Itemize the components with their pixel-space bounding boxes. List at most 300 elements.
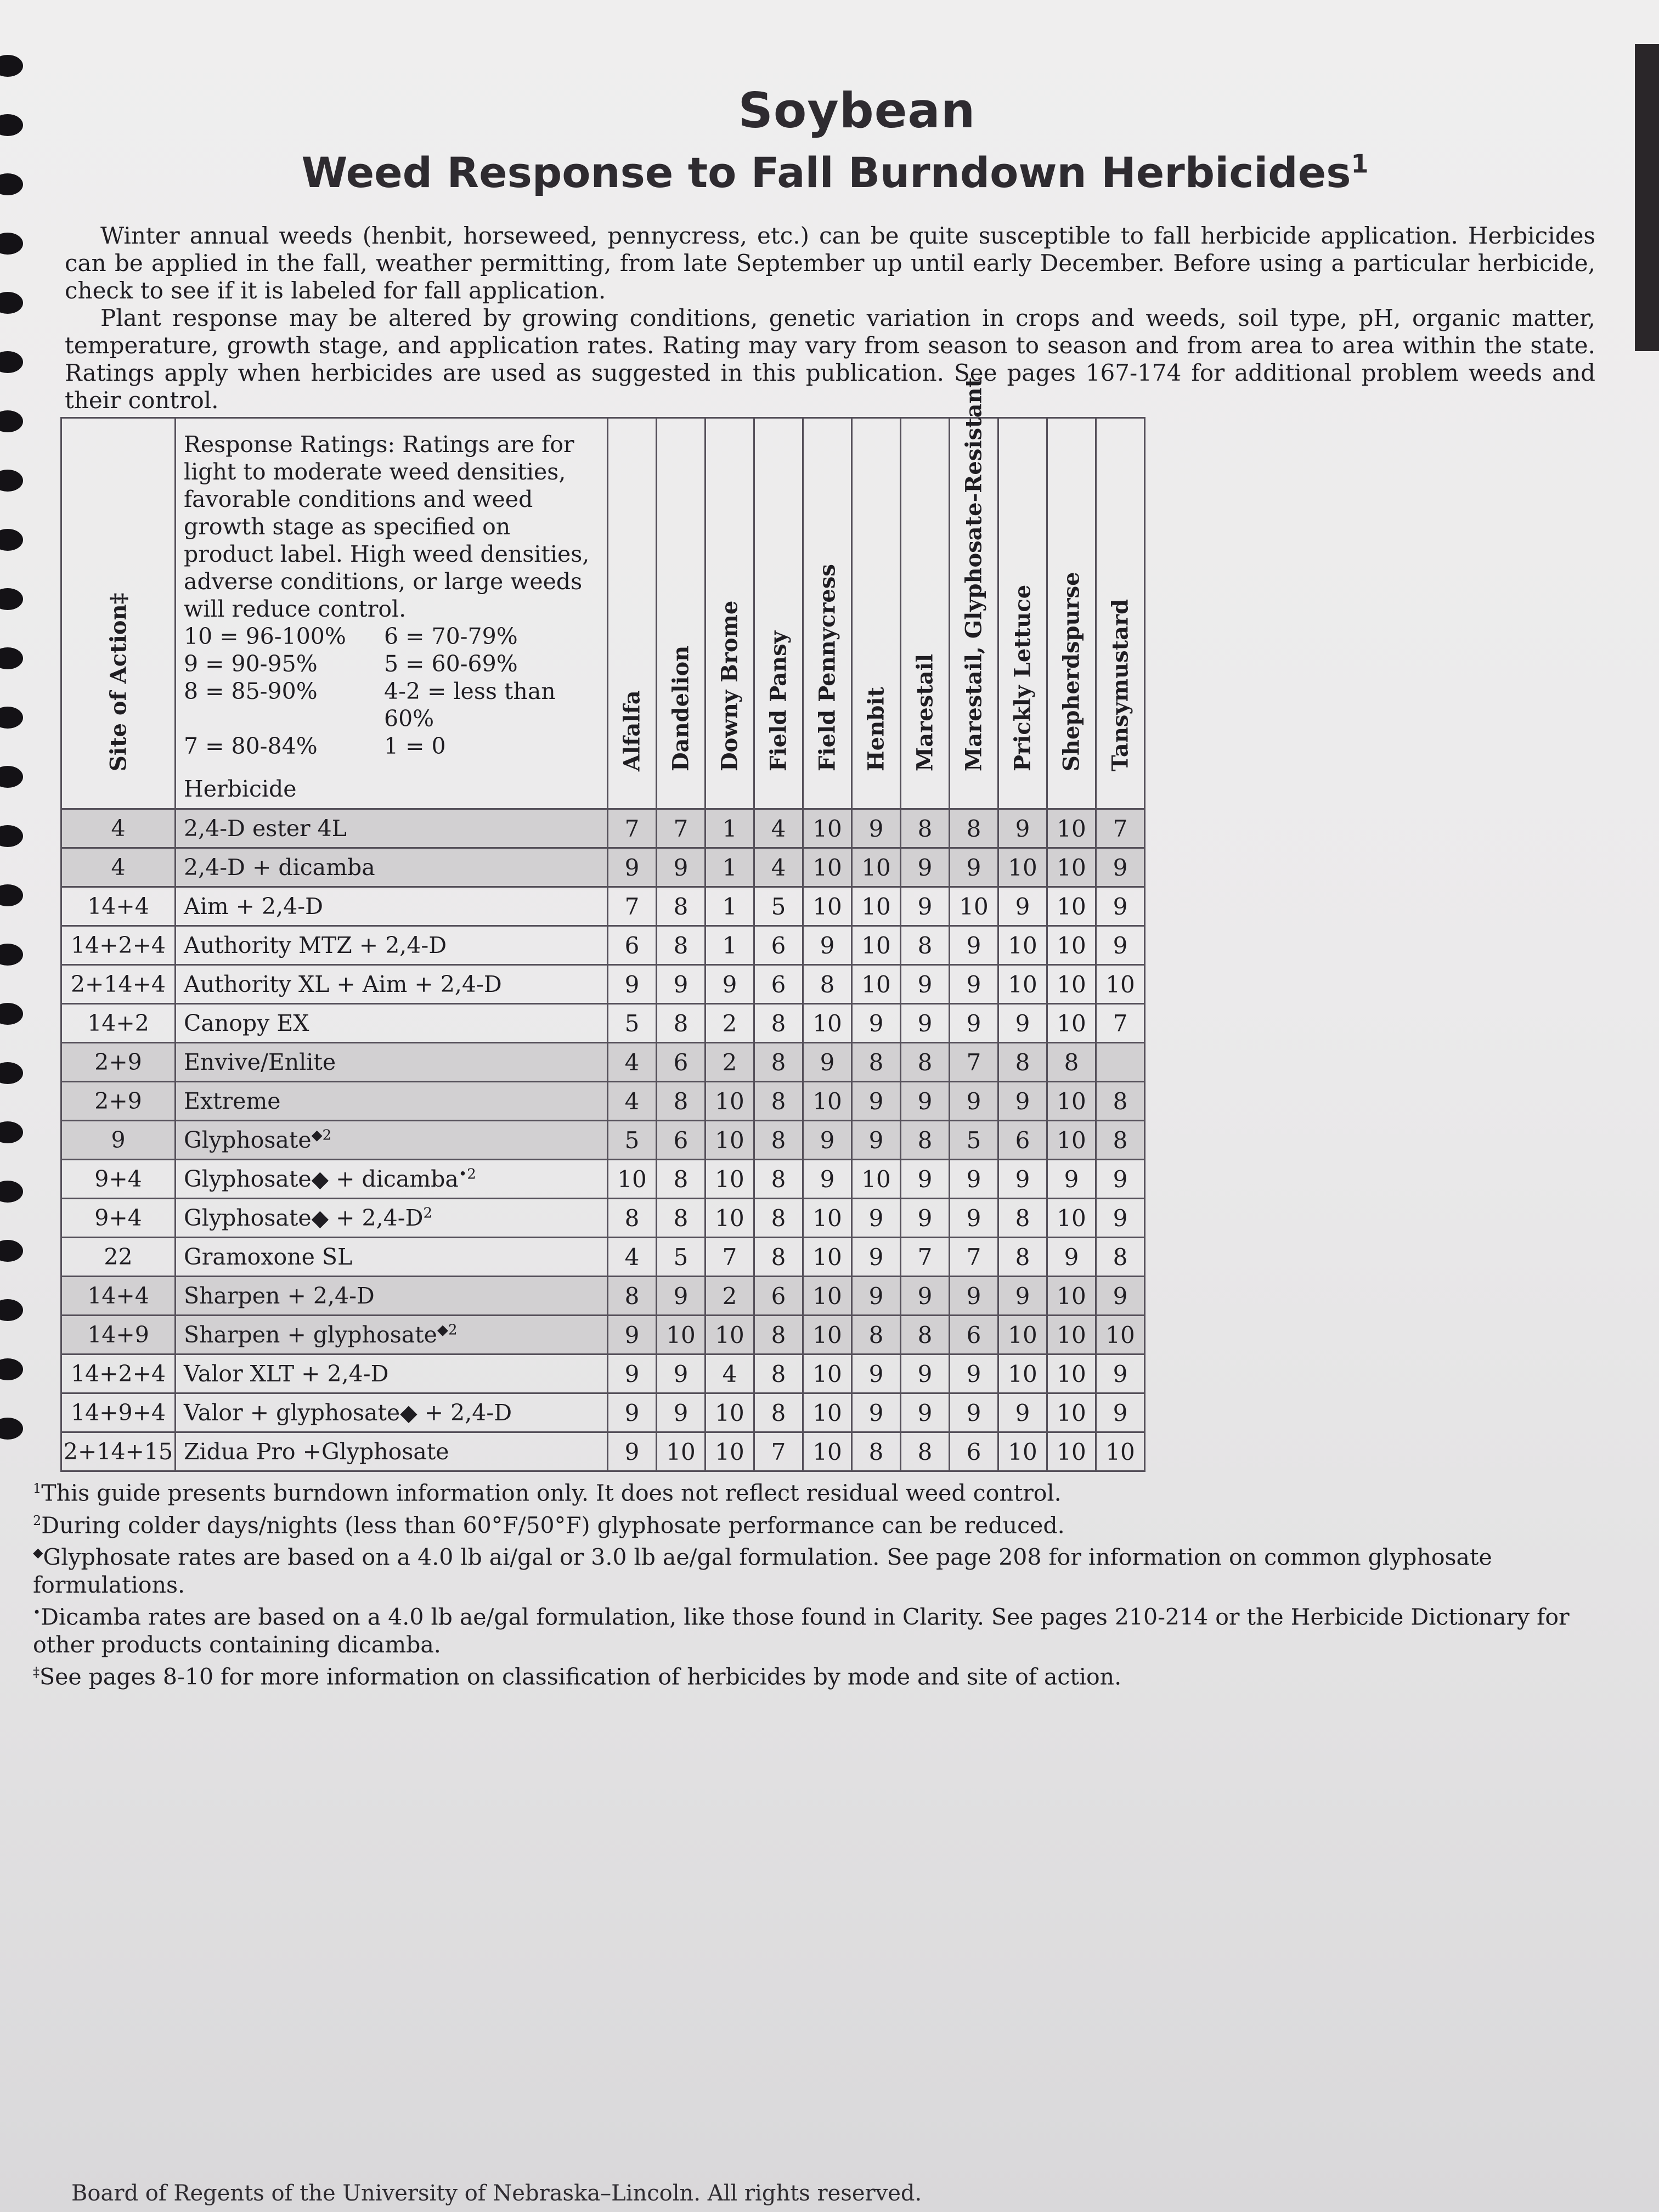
rating-cell: 7 — [1096, 1004, 1145, 1043]
rating-cell: 10 — [657, 1316, 706, 1355]
rating-cell: 5 — [608, 1004, 657, 1043]
rating-cell: 8 — [608, 1277, 657, 1316]
rating-cell: 9 — [657, 965, 706, 1004]
footnote-text: During colder days/nights (less than 60°F/50°F) glyphosate performance can be reduced. — [41, 1512, 1065, 1539]
rating-cell: 8 — [1047, 1043, 1096, 1082]
rating-cell: 6 — [754, 1277, 803, 1316]
site-of-action-cell: 9 — [61, 1121, 176, 1160]
rating-cell: 8 — [998, 1238, 1047, 1277]
rating-cell: 10 — [998, 1432, 1047, 1471]
rating-cell: 7 — [608, 809, 657, 848]
binding-hole — [0, 588, 23, 610]
rating-cell: 9 — [998, 1004, 1047, 1043]
rating-cell: 8 — [1096, 1238, 1145, 1277]
herbicide-cell — [176, 1043, 608, 1082]
rating-cell: 7 — [1096, 809, 1145, 848]
rating-cell: 8 — [754, 1043, 803, 1082]
ratings-legend: 10 = 96-100% 6 = 70-79% 9 = 90-95% 5 = 60-69% 8 = 85-90% 4-2 = less than 60% 7 = 80-84% 1 = 0 — [184, 623, 556, 759]
herbicide-cell — [176, 1004, 608, 1043]
rating-cell: 9 — [901, 848, 950, 887]
rating-cell: 9 — [608, 1355, 657, 1393]
table-row — [61, 1432, 1145, 1471]
rating-cell: 9 — [803, 1121, 852, 1160]
herbicide-cell — [176, 1393, 608, 1432]
rating-cell: 5 — [950, 1121, 998, 1160]
weed-header-downy-brome: Downy Brome — [706, 418, 754, 809]
rating-cell: 9 — [901, 1277, 950, 1316]
rating-cell: 10 — [1096, 1432, 1145, 1471]
rating-cell: 10 — [803, 1393, 852, 1432]
herbicide-name: 2,4-D + dicamba — [184, 854, 375, 881]
herbicide-cell — [176, 1355, 608, 1393]
rating-cell: 10 — [1047, 1316, 1096, 1355]
binding-hole — [0, 1299, 23, 1321]
rating-cell: 10 — [998, 1316, 1047, 1355]
rating-cell: 7 — [901, 1238, 950, 1277]
footnote-text: Glyphosate rates are based on a 4.0 lb ai/gal or 3.0 lb ae/gal formulation. See page 208 for information on common glyphosate formulations. — [33, 1544, 1492, 1598]
rating-cell: 8 — [657, 1160, 706, 1199]
footnote — [33, 1539, 1624, 1599]
rating-cell: 9 — [1096, 1393, 1145, 1432]
rating-cell: 9 — [1096, 1277, 1145, 1316]
rating-cell: 10 — [706, 1316, 754, 1355]
rating-cell: 6 — [657, 1121, 706, 1160]
rating-cell: 10 — [803, 1316, 852, 1355]
site-of-action-cell: 14+2+4 — [61, 1355, 176, 1393]
footnote — [33, 1507, 1624, 1539]
rating-cell: 10 — [852, 1160, 901, 1199]
rating-cell: 9 — [657, 1393, 706, 1432]
rating-cell: 9 — [1096, 1199, 1145, 1238]
rating-cell: 10 — [657, 1432, 706, 1471]
intro-paragraph-2: Plant response may be altered by growing conditions, genetic variation in crops and weeds, soil type, pH, organic matter, temperature, growth stage, and application rates. Rating may vary from season to season and from area to area within the state. Ratings apply when herbicides are used as suggested in this publication. See pages 167-174 for additional problem weeds and their control. — [65, 304, 1595, 414]
intro-text — [65, 222, 1595, 414]
rating-cell: 9 — [950, 1393, 998, 1432]
site-of-action-cell: 14+9 — [61, 1316, 176, 1355]
site-of-action-cell: 2+14+15 — [61, 1432, 176, 1471]
rating-cell: 9 — [1096, 887, 1145, 926]
rating-cell: 4 — [608, 1082, 657, 1121]
rating-cell: 9 — [998, 809, 1047, 848]
rating-cell: 10 — [803, 1199, 852, 1238]
intro-paragraph-1: Winter annual weeds (henbit, horseweed, pennycress, etc.) can be quite susceptible to fall herbicide application. Herbicides can be applied in the fall, weather permitting, from late September up until early December. Before using a particular herbicide, check to see if it is labeled for fall application. — [65, 222, 1595, 304]
footnote-mark: ◆ — [33, 1545, 43, 1561]
herbicide-name: Gramoxone SL — [184, 1244, 353, 1270]
rating-cell: 8 — [998, 1043, 1047, 1082]
binding-hole — [0, 707, 23, 729]
page-title: Soybean — [738, 82, 976, 139]
binding-hole — [0, 1358, 23, 1380]
footnote-marker: ◆2 — [437, 1322, 458, 1339]
rating-cell: 9 — [901, 1355, 950, 1393]
herbicide-name: Glyphosate◆ + dicamba — [184, 1166, 459, 1192]
footnote-marker: 2 — [423, 1205, 433, 1222]
table-row — [61, 965, 1145, 1004]
rating-cell: 9 — [803, 926, 852, 965]
herbicide-name: Valor XLT + 2,4-D — [184, 1361, 389, 1387]
rating-cell: 10 — [1047, 926, 1096, 965]
rating-cell: 9 — [998, 1393, 1047, 1432]
rating-cell: 9 — [852, 1121, 901, 1160]
binding-hole — [0, 470, 23, 492]
footnote-mark: 2 — [33, 1513, 42, 1528]
weed-header-henbit: Henbit — [852, 418, 901, 809]
site-of-action-cell: 14+2+4 — [61, 926, 176, 965]
herbicide-name: Canopy EX — [184, 1010, 309, 1036]
site-of-action-cell: 14+4 — [61, 1277, 176, 1316]
rating-cell: 8 — [754, 1393, 803, 1432]
rating-cell: 9 — [1096, 926, 1145, 965]
rating-cell: 10 — [1096, 1316, 1145, 1355]
rating-cell: 5 — [608, 1121, 657, 1160]
rating-cell: 1 — [706, 926, 754, 965]
rating-cell: 9 — [608, 848, 657, 887]
rating-cell: 8 — [901, 1043, 950, 1082]
rating-cell: 8 — [901, 1316, 950, 1355]
binding-hole — [0, 292, 23, 314]
binding-hole — [0, 825, 23, 847]
rating-cell: 9 — [852, 1199, 901, 1238]
binding-hole — [0, 529, 23, 551]
weed-header-field-pennycress: Field Pennycress — [803, 418, 852, 809]
binding-hole — [0, 55, 23, 77]
herbicide-cell — [176, 1238, 608, 1277]
rating-cell: 8 — [950, 809, 998, 848]
rating-cell: 10 — [852, 926, 901, 965]
rating-cell: 9 — [950, 1355, 998, 1393]
table-row — [61, 1199, 1145, 1238]
rating-cell: 9 — [608, 1432, 657, 1471]
rating-cell: 9 — [706, 965, 754, 1004]
herbicide-header: Herbicide — [184, 776, 297, 802]
rating-cell: 8 — [852, 1043, 901, 1082]
rating-cell: 9 — [950, 1004, 998, 1043]
table-row — [61, 1238, 1145, 1277]
rating-cell: 1 — [706, 887, 754, 926]
herbicide-name: 2,4-D ester 4L — [184, 815, 347, 842]
site-of-action-cell: 22 — [61, 1238, 176, 1277]
table-row — [61, 1355, 1145, 1393]
rating-cell: 9 — [1096, 848, 1145, 887]
rating-cell: 7 — [657, 809, 706, 848]
rating-cell: 8 — [901, 1121, 950, 1160]
herbicide-cell — [176, 965, 608, 1004]
rating-cell: 9 — [657, 848, 706, 887]
table-row — [61, 1043, 1145, 1082]
footnote — [33, 1599, 1624, 1658]
rating-cell: 9 — [950, 926, 998, 965]
rating-cell: 8 — [852, 1316, 901, 1355]
site-of-action-cell: 14+9+4 — [61, 1393, 176, 1432]
site-of-action-cell: 4 — [61, 809, 176, 848]
site-of-action-cell: 14+2 — [61, 1004, 176, 1043]
rating-cell: 9 — [950, 848, 998, 887]
herbicide-cell — [176, 1160, 608, 1199]
rating-cell: 9 — [852, 809, 901, 848]
footnote-text: See pages 8-10 for more information on classification of herbicides by mode and site of action. — [40, 1663, 1122, 1690]
binding-hole — [0, 766, 23, 788]
rating-cell: 9 — [852, 1277, 901, 1316]
rating-cell: 6 — [657, 1043, 706, 1082]
binding-hole — [0, 1121, 23, 1143]
rating-cell: 8 — [754, 1082, 803, 1121]
rating-cell: 8 — [657, 926, 706, 965]
rating-cell: 10 — [1096, 965, 1145, 1004]
herbicide-cell — [176, 1432, 608, 1471]
binding-hole — [0, 1003, 23, 1025]
rating-cell: 10 — [1047, 809, 1096, 848]
rating-cell: 9 — [657, 1277, 706, 1316]
herbicide-cell — [176, 1316, 608, 1355]
herbicide-name: Sharpen + glyphosate — [184, 1322, 437, 1348]
rating-cell: 10 — [852, 887, 901, 926]
site-of-action-cell: 9+4 — [61, 1199, 176, 1238]
rating-cell: 10 — [1047, 1277, 1096, 1316]
rating-cell: 9 — [901, 1004, 950, 1043]
rating-cell: 5 — [754, 887, 803, 926]
rating-cell: 9 — [1096, 1160, 1145, 1199]
herbicide-name: Envive/Enlite — [184, 1049, 336, 1075]
herbicide-name: Aim + 2,4-D — [184, 893, 323, 919]
rating-cell: 9 — [852, 1355, 901, 1393]
herbicide-cell — [176, 1121, 608, 1160]
rating-cell: 10 — [852, 848, 901, 887]
rating-cell: 10 — [1047, 1393, 1096, 1432]
rating-cell: 6 — [754, 926, 803, 965]
rating-cell: 4 — [754, 809, 803, 848]
rating-cell: 8 — [608, 1199, 657, 1238]
rating-cell: 8 — [657, 1082, 706, 1121]
rating-cell: 8 — [754, 1160, 803, 1199]
rating-cell: 9 — [1047, 1238, 1096, 1277]
rating-cell: 9 — [803, 1160, 852, 1199]
binding-hole — [0, 1062, 23, 1084]
rating-cell: 9 — [901, 1393, 950, 1432]
binding-hole — [0, 1418, 23, 1440]
rating-cell: 8 — [803, 965, 852, 1004]
rating-cell: 10 — [1047, 1199, 1096, 1238]
rating-cell: 9 — [608, 1393, 657, 1432]
rating-cell: 8 — [657, 887, 706, 926]
rating-cell: 9 — [950, 1199, 998, 1238]
rating-cell: 10 — [803, 1432, 852, 1471]
binding-hole — [0, 351, 23, 373]
footnote — [33, 1658, 1624, 1691]
footnote-text: Dicamba rates are based on a 4.0 lb ae/gal formulation, like those found in Clarity. See pages 210-214 or the Herbicide Dictionary for other products containing dicamba. — [33, 1604, 1570, 1658]
rating-cell: 6 — [950, 1432, 998, 1471]
rating-cell: 10 — [803, 848, 852, 887]
rating-cell: 10 — [1047, 887, 1096, 926]
rating-cell: 5 — [657, 1238, 706, 1277]
herbicide-cell — [176, 1082, 608, 1121]
rating-cell: 10 — [998, 965, 1047, 1004]
table-row — [61, 1121, 1145, 1160]
rating-cell: 10 — [1047, 1082, 1096, 1121]
rating-cell: 2 — [706, 1004, 754, 1043]
rating-cell: 9 — [998, 1160, 1047, 1199]
site-of-action-header: Site of Action‡ — [61, 418, 176, 809]
table-row — [61, 809, 1145, 848]
table-row — [61, 1082, 1145, 1121]
footnote-text: This guide presents burndown information only. It does not reflect residual weed control. — [41, 1480, 1062, 1506]
ratings-table — [60, 377, 1146, 1472]
rating-cell: 9 — [852, 1393, 901, 1432]
site-of-action-cell: 2+9 — [61, 1043, 176, 1082]
footnote-mark: • — [33, 1604, 41, 1620]
herbicide-name: Glyphosate — [184, 1127, 312, 1153]
rating-cell: 8 — [657, 1199, 706, 1238]
rating-cell — [1096, 1043, 1145, 1082]
herbicide-name: Authority MTZ + 2,4-D — [184, 932, 447, 958]
response-ratings-header — [176, 418, 608, 809]
spiral-binding — [0, 55, 33, 1591]
rating-cell: 9 — [608, 965, 657, 1004]
rating-cell: 9 — [852, 1238, 901, 1277]
herbicide-name: Zidua Pro +Glyphosate — [184, 1438, 449, 1465]
rating-cell: 8 — [754, 1316, 803, 1355]
rating-cell: 10 — [803, 1238, 852, 1277]
rating-cell: 2 — [706, 1277, 754, 1316]
rating-cell: 8 — [901, 926, 950, 965]
herbicide-name: Authority XL + Aim + 2,4-D — [184, 971, 502, 997]
rating-cell: 9 — [950, 1277, 998, 1316]
weed-header-shepherdspurse: Shepherdspurse — [1047, 418, 1096, 809]
rating-cell: 9 — [803, 1043, 852, 1082]
rating-cell: 4 — [754, 848, 803, 887]
herbicide-cell — [176, 848, 608, 887]
rating-cell: 8 — [998, 1199, 1047, 1238]
table-row — [61, 1316, 1145, 1355]
table-row — [61, 1393, 1145, 1432]
rating-cell: 10 — [706, 1082, 754, 1121]
rating-cell: 8 — [754, 1121, 803, 1160]
rating-cell: 9 — [901, 887, 950, 926]
rating-cell: 7 — [950, 1238, 998, 1277]
binding-hole — [0, 1181, 23, 1203]
herbicide-name: Sharpen + 2,4-D — [184, 1283, 375, 1309]
herbicide-cell — [176, 1277, 608, 1316]
rating-cell: 10 — [1047, 848, 1096, 887]
herbicide-name: Valor + glyphosate◆ + 2,4-D — [184, 1400, 512, 1426]
footnote — [33, 1475, 1624, 1507]
footnote-marker: ◆2 — [311, 1127, 332, 1144]
site-of-action-cell: 2+14+4 — [61, 965, 176, 1004]
rating-cell: 6 — [754, 965, 803, 1004]
rating-cell: 10 — [803, 1355, 852, 1393]
rating-cell: 8 — [754, 1238, 803, 1277]
weed-header-marestail-glyphosate-resistant: Marestail, Glyphosate-Resistant — [950, 418, 998, 809]
rating-cell: 10 — [998, 926, 1047, 965]
rating-cell: 10 — [803, 887, 852, 926]
rating-cell: 9 — [1047, 1160, 1096, 1199]
rating-cell: 2 — [706, 1043, 754, 1082]
rating-cell: 10 — [1047, 1355, 1096, 1393]
rating-cell: 9 — [657, 1355, 706, 1393]
rating-cell: 9 — [901, 1082, 950, 1121]
herbicide-cell — [176, 1199, 608, 1238]
binding-hole — [0, 410, 23, 432]
herbicide-cell — [176, 887, 608, 926]
page-subtitle: Weed Response to Fall Burndown Herbicides$^1$ — [301, 148, 1369, 197]
rating-cell: 9 — [901, 965, 950, 1004]
weed-header-dandelion: Dandelion — [657, 418, 706, 809]
rating-cell: 4 — [608, 1238, 657, 1277]
rating-cell: 10 — [852, 965, 901, 1004]
footnote-marker: •2 — [458, 1166, 476, 1183]
site-of-action-cell: 9+4 — [61, 1160, 176, 1199]
rating-cell: 9 — [1096, 1355, 1145, 1393]
rating-cell: 9 — [998, 1277, 1047, 1316]
herbicide-name: Extreme — [184, 1088, 281, 1114]
table-row — [61, 848, 1145, 887]
rating-cell: 8 — [754, 1355, 803, 1393]
rating-cell: 7 — [706, 1238, 754, 1277]
rating-cell: 9 — [950, 965, 998, 1004]
rating-cell: 10 — [998, 1355, 1047, 1393]
rating-cell: 4 — [608, 1043, 657, 1082]
rating-cell: 10 — [608, 1160, 657, 1199]
rating-cell: 9 — [608, 1316, 657, 1355]
rating-cell: 6 — [998, 1121, 1047, 1160]
binding-hole — [0, 944, 23, 966]
rating-cell: 10 — [706, 1393, 754, 1432]
rating-cell: 9 — [901, 1199, 950, 1238]
table-row — [61, 1004, 1145, 1043]
rating-cell: 6 — [608, 926, 657, 965]
weed-header-tansymustard: Tansymustard — [1096, 418, 1145, 809]
binding-hole — [0, 1240, 23, 1262]
rating-cell: 8 — [901, 809, 950, 848]
rating-cell: 8 — [901, 1432, 950, 1471]
rating-cell: 10 — [706, 1199, 754, 1238]
rating-cell: 9 — [998, 1082, 1047, 1121]
site-of-action-cell: 4 — [61, 848, 176, 887]
copyright-line: Board of Regents of the University of Nebraska–Lincoln. All rights reserved. — [71, 2181, 922, 2206]
rating-cell: 7 — [608, 887, 657, 926]
rating-cell: 9 — [901, 1160, 950, 1199]
rating-cell: 10 — [950, 887, 998, 926]
weed-header-alfalfa: Alfalfa — [608, 418, 657, 809]
rating-cell: 8 — [754, 1199, 803, 1238]
rating-cell: 10 — [706, 1160, 754, 1199]
weed-header-marestail: Marestail — [901, 418, 950, 809]
rating-cell: 7 — [754, 1432, 803, 1471]
rating-cell: 10 — [803, 809, 852, 848]
rating-cell: 9 — [852, 1082, 901, 1121]
herbicide-name: Glyphosate◆ + 2,4-D — [184, 1205, 424, 1231]
table-row — [61, 1160, 1145, 1199]
rating-cell: 10 — [1047, 1432, 1096, 1471]
rating-cell: 10 — [706, 1121, 754, 1160]
binding-hole — [0, 647, 23, 669]
footnote-mark: ‡ — [33, 1664, 40, 1680]
binding-hole — [0, 884, 23, 906]
weed-header-field-pansy: Field Pansy — [754, 418, 803, 809]
rating-cell: 9 — [998, 887, 1047, 926]
rating-cell: 10 — [803, 1004, 852, 1043]
binding-hole — [0, 233, 23, 255]
site-of-action-cell: 14+4 — [61, 887, 176, 926]
rating-cell: 8 — [657, 1004, 706, 1043]
table-row — [61, 1277, 1145, 1316]
rating-cell: 8 — [1096, 1121, 1145, 1160]
rating-cell: 10 — [803, 1082, 852, 1121]
rating-cell: 1 — [706, 848, 754, 887]
site-of-action-cell: 2+9 — [61, 1082, 176, 1121]
rating-cell: 8 — [852, 1432, 901, 1471]
response-note: Response Ratings: Ratings are for light to moderate weed densities, favorable conditions and weed growth stage as specified on product label. High weed densities, adverse conditions, or large weeds will reduce control. — [184, 431, 590, 622]
rating-cell: 10 — [706, 1432, 754, 1471]
